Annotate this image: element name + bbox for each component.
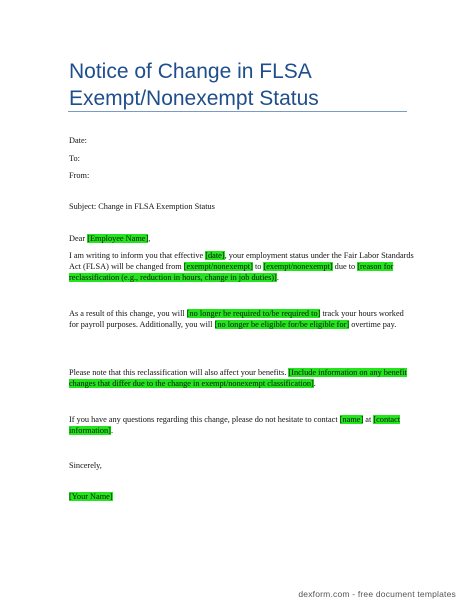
reason-placeholder: [reason for reclassification (e.g., reduction in hours, change in job duties)] <box>69 262 394 282</box>
p3-text-2: . <box>313 379 316 388</box>
your-name-placeholder: [Your Name] <box>69 492 113 501</box>
tracking-placeholder: [no longer be required to/be required to] <box>186 309 321 318</box>
to-field: To: <box>69 154 80 163</box>
p1-text-3: to <box>252 262 264 271</box>
paragraph-2 <box>69 308 414 330</box>
footer <box>298 589 456 599</box>
overtime-placeholder: [no longer be eligible for/be eligible for] <box>214 320 350 329</box>
status-from-placeholder: [exempt/nonexempt] <box>183 262 253 271</box>
paragraph-4 <box>69 414 414 436</box>
salutation <box>69 233 414 244</box>
p2-text-2: track your hours worked for payroll purposes. Additionally, you will <box>69 309 404 329</box>
paragraph-1 <box>69 250 414 283</box>
p1-text-1: I am writing to inform you that effective <box>69 251 206 260</box>
date-placeholder: [date] <box>205 251 225 260</box>
p3-text-1: Please note that this reclassification will also affect your benefits. <box>69 368 289 377</box>
p4-text-2: at <box>363 415 374 424</box>
contact-info-placeholder: [contact information] <box>69 415 401 435</box>
p1-text-4: due to <box>332 262 358 271</box>
p4-text-3: . <box>110 426 114 435</box>
footer-brand[interactable]: dexform.com <box>298 589 350 599</box>
p2-text-3: overtime pay. <box>349 320 397 329</box>
status-to-placeholder: [exempt/nonexempt] <box>263 262 333 271</box>
from-field: From: <box>69 171 90 180</box>
paragraph-3 <box>69 367 414 389</box>
p1-text-5: . <box>276 273 279 282</box>
title-line-2: Exempt/Nonexempt Status <box>69 87 319 110</box>
salutation-prefix: Dear <box>69 234 88 243</box>
contact-name-placeholder: [name] <box>339 415 364 424</box>
p2-text-1: As a result of this change, you will <box>69 309 187 318</box>
title-divider <box>68 111 407 112</box>
closing: Sincerely, <box>69 461 102 470</box>
document-title <box>69 58 439 112</box>
title-line-1: Notice of Change in FLSA <box>69 60 312 83</box>
p4-text-1: If you have any questions regarding this change, please do not hesitate to contact <box>69 415 340 424</box>
employee-name-placeholder: [Employee Name] <box>87 234 149 243</box>
p1-text-2: , your employment status under the Fair Labor Standards Act (FLSA) will be changed from <box>69 251 414 271</box>
subject-line: Subject: Change in FLSA Exemption Status <box>69 202 215 211</box>
benefits-placeholder: [Include information on any benefit changes that differ due to the change in exempt/nonexempt classification] <box>69 368 407 388</box>
footer-tagline: - free document templates <box>349 589 456 599</box>
salutation-suffix: , <box>148 234 151 243</box>
signature-line <box>69 491 414 502</box>
date-field: Date: <box>69 136 87 145</box>
